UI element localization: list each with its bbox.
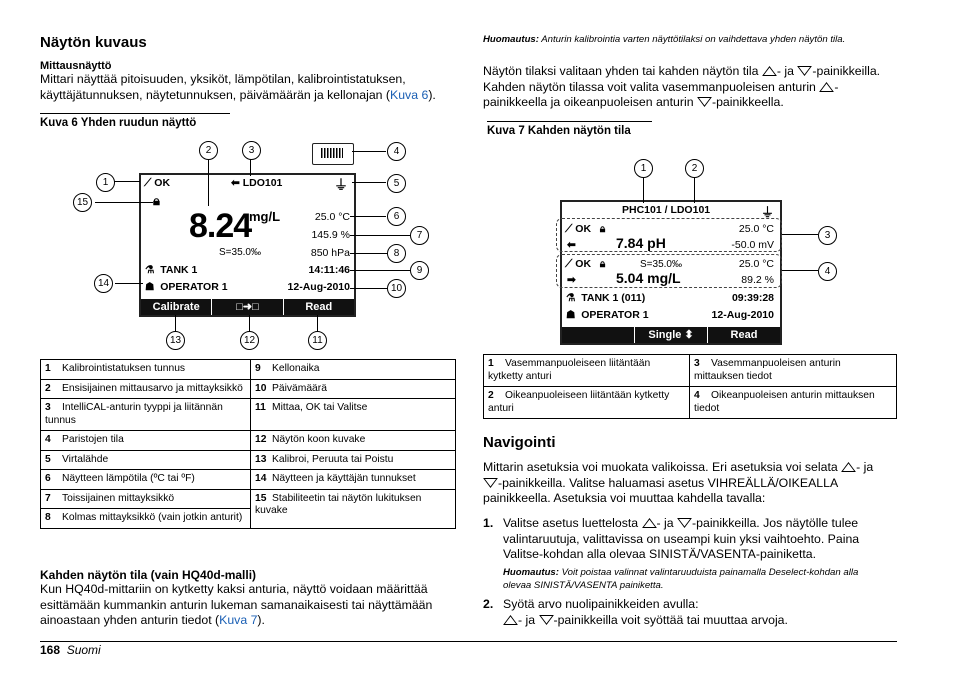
figure-7 — [550, 150, 850, 345]
note-text: Anturin kalibrointia varten näyttötilaksi on vaihdettava yhden näytön tila. — [538, 34, 846, 45]
mode-paragraph: Näytön tilaksi valitaan yhden tai kahden näytön tila - ja -painikkeilla. Kahden näytön tilassa voit valita vasemmanpuoleisen anturin -painikkeella ja oikeanpuoleisen anturin -painikkeella. — [483, 64, 881, 109]
note-calibration — [483, 34, 898, 47]
table-cell — [690, 387, 897, 419]
calibration-status: ⟋ OK — [144, 177, 171, 189]
probe-header: PHC101 / LDO101 — [622, 204, 711, 216]
item-number: 2 — [45, 382, 51, 394]
power-plug-icon: ⏚ — [334, 177, 348, 193]
item-label: Toissijainen mittayksikkö — [62, 492, 175, 504]
item-label: Vasemmanpuoleiseen liitäntään kytketty anturi — [488, 358, 651, 382]
item-label: Päivämäärä — [272, 382, 327, 394]
item-label: Näytteen lämpötila (ºC tai ºF) — [62, 473, 195, 484]
right-arrow-icon: ➡ — [567, 274, 576, 286]
item-number: 9 — [255, 363, 261, 374]
item-number: 3 — [694, 358, 700, 369]
item-label: Kalibrointistatuksen tunnus — [62, 363, 186, 374]
item-label: IntelliCAL-anturin tyyppi ja liitännän tunnus — [45, 402, 223, 426]
table-row — [41, 399, 456, 431]
table-cell — [41, 360, 251, 380]
intro-end: ). — [428, 87, 436, 102]
footer-language: Suomi — [66, 643, 101, 657]
item-label: Vasemmanpuoleisen anturin mittauksen tiedot — [694, 358, 841, 382]
operator-id: ☗ OPERATOR 1 — [145, 281, 228, 293]
screen-size-button[interactable]: □➜□ — [211, 299, 282, 315]
item-number: 13 — [255, 453, 267, 465]
callout-10: 10 — [387, 279, 406, 298]
table-row — [41, 379, 456, 399]
footer-rule — [40, 641, 897, 642]
primary-value: 8.24 — [189, 207, 252, 245]
intro-text: Mittari näyttää pitoisuuden, yksiköt, lämpötilan, kalibrointistatuksen, käyttäjätunnuksen, näytetunnuksen, päivämäärän ja kellonajan ( — [40, 72, 406, 102]
callout-5: 5 — [387, 174, 406, 193]
table-cell — [41, 431, 251, 451]
table-cell — [41, 399, 251, 431]
item-label: Paristojen tila — [62, 434, 124, 445]
up-arrow-icon — [503, 615, 518, 625]
step-2-number: 2. — [483, 597, 494, 611]
softkey-bar — [562, 327, 780, 343]
up-arrow-icon — [642, 518, 657, 528]
table-row — [41, 489, 456, 509]
left-mv: -50.0 mV — [731, 239, 774, 251]
footer — [40, 643, 101, 657]
callout-7: 7 — [410, 226, 429, 245]
table-cell — [251, 470, 456, 490]
table-row — [41, 431, 456, 451]
table-cell — [251, 450, 456, 470]
dual-mode-title: Kahden näytön tila (vain HQ40d-malli) — [40, 568, 257, 582]
secondary-value: 145.9 % — [311, 229, 350, 241]
battery-icon — [312, 143, 354, 165]
down-arrow-icon — [539, 615, 554, 625]
legend-table-fig7 — [483, 354, 897, 419]
up-arrow-icon — [841, 462, 856, 472]
callout-12: 12 — [240, 331, 259, 350]
item-label: Kalibroi, Peruuta tai Poistu — [272, 453, 394, 465]
table-cell — [690, 355, 897, 387]
note-label: Huomautus: — [483, 34, 539, 45]
left-arrow-icon: ⬅ — [567, 239, 576, 251]
sample-id: ⚗ TANK 1 (011) — [566, 292, 646, 304]
callout-15: 15 — [73, 193, 92, 212]
item-number: 5 — [45, 453, 51, 465]
time: 14:11:46 — [308, 264, 350, 276]
right-temp: 25.0 °C — [738, 258, 774, 270]
right-value: 5.04 mg/L — [616, 270, 681, 286]
read-button[interactable]: Read — [707, 327, 780, 343]
item-label: Näytteen ja käyttäjän tunnukset — [272, 473, 416, 484]
item-label: Mittaa, OK tai Valitse — [272, 402, 368, 413]
item-number: 14 — [255, 473, 267, 484]
callout-2: 2 — [685, 159, 704, 178]
step-1-text: Valitse asetus luettelosta - ja -painikkeilla. Jos näytölle tulee valintaruutuja, valittavissa on useampi kuin yksi vaihtoehto. Paina Valitse-kohdan alla olevaa SINISTÄ/VASENTA-painiketta. — [503, 516, 860, 561]
table-cell — [41, 450, 251, 470]
operator-id: ☗ OPERATOR 1 — [566, 309, 649, 321]
time: 09:39:28 — [731, 292, 774, 304]
item-label: Kolmas mittayksikkö (vain jotkin anturit) — [62, 512, 243, 523]
item-number: 15 — [255, 492, 267, 504]
single-button[interactable]: Single ⬍ — [634, 327, 707, 343]
step-2-text: Syötä arvo nuolipainikkeiden avulla: - ja -painikkeilla voit syöttää tai muuttaa arvoja. — [503, 597, 788, 627]
item-number: 2 — [488, 390, 494, 401]
item-label: Kellonaika — [272, 363, 320, 374]
date: 12-Aug-2010 — [711, 309, 774, 321]
down-arrow-icon — [697, 97, 712, 107]
table-cell — [41, 379, 251, 399]
table-row — [484, 387, 897, 419]
dual-text: Kun HQ40d-mittariin on kytketty kaksi anturia, näyttö voidaan määrittää esittämään kummankin anturin lukeman samanaikaisesti tai näyttämään ainoastaan yhden anturin tiedot ( — [40, 582, 433, 627]
item-label: Stabiliteetin tai näytön lukituksen kuvake — [255, 492, 422, 516]
item-number: 3 — [45, 402, 51, 413]
callout-1: 1 — [634, 159, 653, 178]
callout-14: 14 — [94, 274, 113, 293]
table-cell — [251, 399, 456, 431]
up-arrow-icon — [819, 82, 834, 92]
link-kuva-7[interactable]: Kuva 7 — [219, 613, 258, 627]
down-arrow-icon — [797, 66, 812, 76]
table-row — [41, 360, 456, 380]
salinity: S=35.0‰ — [219, 247, 261, 258]
callout-3: 3 — [242, 141, 261, 160]
link-kuva-6[interactable]: Kuva 6 — [390, 87, 429, 102]
table-cell — [41, 509, 251, 529]
down-arrow-icon — [483, 478, 498, 488]
callout-4: 4 — [387, 142, 406, 161]
item-label: Oikeanpuoleiseen liitäntään kytketty anturi — [488, 390, 670, 414]
table-cell — [251, 379, 456, 399]
blank-softkey[interactable] — [562, 327, 634, 343]
table-cell — [251, 431, 456, 451]
down-arrow-icon — [677, 518, 692, 528]
up-arrow-icon — [762, 66, 777, 76]
lock-icon: 🔒︎ — [153, 193, 160, 208]
table-row — [41, 470, 456, 490]
callout-11: 11 — [308, 331, 327, 350]
item-label: Virtalähde — [62, 453, 109, 465]
table-row — [41, 450, 456, 470]
left-status: ⟋ OK 🔒︎ — [565, 223, 606, 235]
item-number: 10 — [255, 382, 267, 394]
callout-2: 2 — [199, 141, 218, 160]
table-cell — [484, 387, 690, 419]
item-number: 12 — [255, 434, 267, 445]
callout-4: 4 — [818, 262, 837, 281]
item-label: Ensisijainen mittausarvo ja mittayksikkö — [62, 382, 243, 394]
temperature: 25.0 °C — [314, 211, 350, 223]
legend-table-fig6 — [40, 359, 456, 529]
section-title: Näytön kuvaus — [40, 34, 147, 51]
item-label: Oikeanpuoleisen anturin mittauksen tiedot — [694, 390, 875, 414]
single-screen — [139, 173, 356, 317]
item-number: 4 — [45, 434, 51, 445]
right-status: ⟋ OK 🔒︎ — [565, 258, 606, 270]
callout-9: 9 — [410, 261, 429, 280]
callout-1: 1 — [96, 173, 115, 192]
figure-6 — [60, 135, 450, 350]
primary-unit: mg/L — [249, 209, 281, 224]
callout-13: 13 — [166, 331, 185, 350]
item-number: 1 — [45, 363, 51, 374]
item-number: 4 — [694, 390, 700, 401]
step-1-number: 1. — [483, 516, 494, 530]
item-number: 6 — [45, 473, 51, 484]
note-deselect: Huomautus: Voit poistaa valinnat valintaruuduista painamalla Deselect-kohdan alla olevaa SINISTÄ/VASENTA painiketta. — [503, 567, 859, 591]
callout-6: 6 — [387, 207, 406, 226]
calibrate-button[interactable]: Calibrate — [152, 301, 200, 313]
table-row — [484, 355, 897, 387]
sample-id: ⚗ TANK 1 — [145, 264, 198, 276]
left-temp: 25.0 °C — [738, 223, 774, 235]
callout-8: 8 — [387, 244, 406, 263]
left-sensor-group — [556, 218, 782, 252]
softkey-bar — [141, 299, 354, 315]
read-button[interactable]: Read — [283, 299, 354, 315]
table-cell — [251, 489, 456, 528]
figure-6-caption: Kuva 6 Yhden ruudun näyttö — [40, 113, 230, 129]
date: 12-Aug-2010 — [287, 281, 350, 293]
item-number: 7 — [45, 492, 51, 504]
navigation-title: Navigointi — [483, 434, 556, 451]
table-cell — [251, 360, 456, 380]
item-number: 1 — [488, 358, 494, 369]
figure-7-caption: Kuva 7 Kahden näytön tila — [487, 121, 652, 137]
table-cell — [41, 470, 251, 490]
dual-end: ). — [257, 613, 265, 627]
item-number: 11 — [255, 402, 266, 413]
right-percent: 89.2 % — [741, 274, 774, 286]
left-value: 7.84 pH — [616, 235, 666, 251]
probe-id: ⬅ LDO101 — [231, 177, 283, 189]
right-sensor-group — [556, 254, 782, 288]
page-number: 168 — [40, 643, 61, 657]
item-number: 8 — [45, 512, 51, 523]
navigation-paragraph: Mittarin asetuksia voi muokata valikoissa. Eri asetuksia voi selata - ja -painikkeilla. Valitse haluamasi asetus VIHREÄLLÄ/OIKEALLA painikkeella. Asetuksia voi muuttaa kahdella tavalla: — [483, 460, 874, 505]
dual-mode-paragraph — [40, 582, 460, 629]
pressure: 850 hPa — [310, 247, 350, 259]
item-label: Näytön koon kuvake — [272, 434, 366, 445]
right-salinity: S=35.0‰ — [640, 259, 682, 270]
intro-paragraph — [40, 72, 460, 103]
callout-3: 3 — [818, 226, 837, 245]
subsection-title: Mittausnäyttö — [40, 60, 112, 72]
table-cell — [484, 355, 690, 387]
power-plug-icon: ⏚ — [760, 205, 774, 220]
table-cell — [41, 489, 251, 509]
